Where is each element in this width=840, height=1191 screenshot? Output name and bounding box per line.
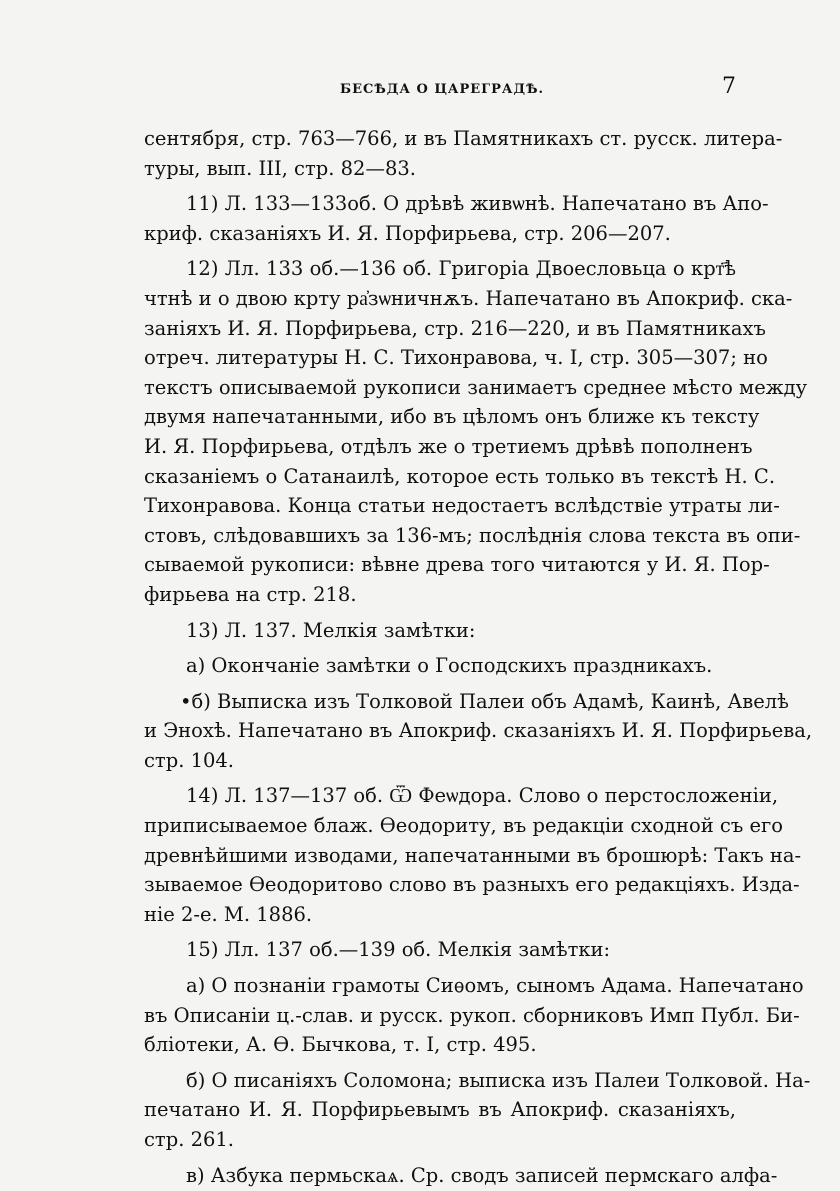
text-line: а) Окончаніе замѣтки о Господскихъ праздникахъ. [186, 654, 713, 678]
text-line: 15) Лл. 137 об.—139 об. Мелкія замѣтки: [186, 938, 611, 962]
text-line: туры, вып. III, стр. 82—83. [144, 156, 416, 180]
text-line: фирьева на стр. 218. [144, 582, 357, 606]
text-line: сентября, стр. 763—766, и въ Памятникахъ ст. русск. литера- [144, 127, 783, 150]
text-line: 13) Л. 137. Мелкія замѣтки: [186, 618, 476, 642]
text-line: 11) Л. 133—133об. О дрѣвѣ живѡнѣ. Напечатано въ Апо- [186, 192, 769, 216]
text-line: криф. сказаніяхъ И. Я. Порфирьева, стр. 206—207. [144, 221, 671, 245]
page-header [0, 74, 840, 106]
text-line: стовъ, слѣдовавшихъ за 136-мъ; послѣднія слова текста въ опи- [144, 523, 801, 547]
text-line: зываемое Өеодоритово слово въ разныхъ его редакціяхъ. Изда- [144, 873, 800, 897]
text-line: заніяхъ И. Я. Порфирьева, стр. 216—220, и въ Памятникахъ [144, 316, 766, 340]
text-line: стр. 261. [144, 1128, 235, 1151]
text-line: сываемой рукописи: вѣвне древа того читаются у И. Я. Пор- [144, 553, 770, 577]
page-number: 7 [722, 74, 736, 99]
text-line: двумя напечатанными, ибо въ цѣломъ онъ ближе къ тексту [144, 405, 760, 429]
text-line: чтнѣ и о двою крту ра҆зѡничнѫъ. Напечатано въ Апокриф. ска- [144, 286, 793, 310]
text-line: приписываемое блаж. Өеодориту, въ редакціи сходной съ его [144, 814, 783, 838]
text-line: и Энохѣ. Напечатано въ Апокриф. сказаніяхъ И. Я. Порфирьева, [144, 719, 813, 743]
text-line: отреч. литературы Н. С. Тихонравова, ч. I, стр. 305—307; но [144, 346, 768, 370]
text-line: И. Я. Порфирьева, отдѣлъ же о третиемъ дрѣвѣ пополненъ [144, 434, 753, 458]
text-line: бліотеки, А. Ө. Бычкова, т. I, стр. 495. [144, 1033, 537, 1057]
text-line: текстъ описываемой рукописи занимаетъ среднее мѣсто между [144, 375, 808, 399]
text-line: 12) Лл. 133 об.—136 об. Григоріа Двоесловьца о крт҃ѣ [186, 257, 736, 281]
text-line: ніе 2-е. М. 1886. [144, 902, 313, 926]
text-line: б) О писаніяхъ Соломона; выписка изъ Палеи Толковой. На- [186, 1068, 811, 1092]
text-line: печатано И. Я. Порфирьевымъ въ Апокриф. сказаніяхъ, [144, 1098, 736, 1122]
text-line: Тихонравова. Конца статьи недостаетъ вслѣдствіе утраты ли- [144, 494, 780, 518]
text-line: в) Азбука пермьскаѧ. Ср. сводъ записей пермскаго алфа- [186, 1163, 778, 1187]
text-line: сказаніемъ о Сатанаилѣ, которое есть только въ текстѣ Н. С. [144, 464, 776, 488]
text-line: а) О познаніи грамоты Сиѳомъ, сыномъ Адама. Напечатано [186, 974, 804, 998]
text-line: 14) Л. 137—137 об. Ѿ Феѡдора. Слово о перстосложеніи, [186, 784, 779, 808]
text-line: древнѣйшими изводами, напечатанными въ брошюрѣ: Такъ на- [144, 843, 802, 867]
body-text [144, 124, 813, 1190]
text-line: въ Описаніи ц.-слав. и русск. рукоп. сборниковъ Имп Публ. Би- [144, 1003, 800, 1027]
text-line: •б) Выписка изъ Толковой Палеи объ Адамѣ, Каинѣ, Авелѣ [180, 689, 789, 713]
running-title: БЕСѢДА О ЦАРЕГРАДѢ. [340, 82, 545, 97]
text-line: стр. 104. [144, 748, 235, 772]
